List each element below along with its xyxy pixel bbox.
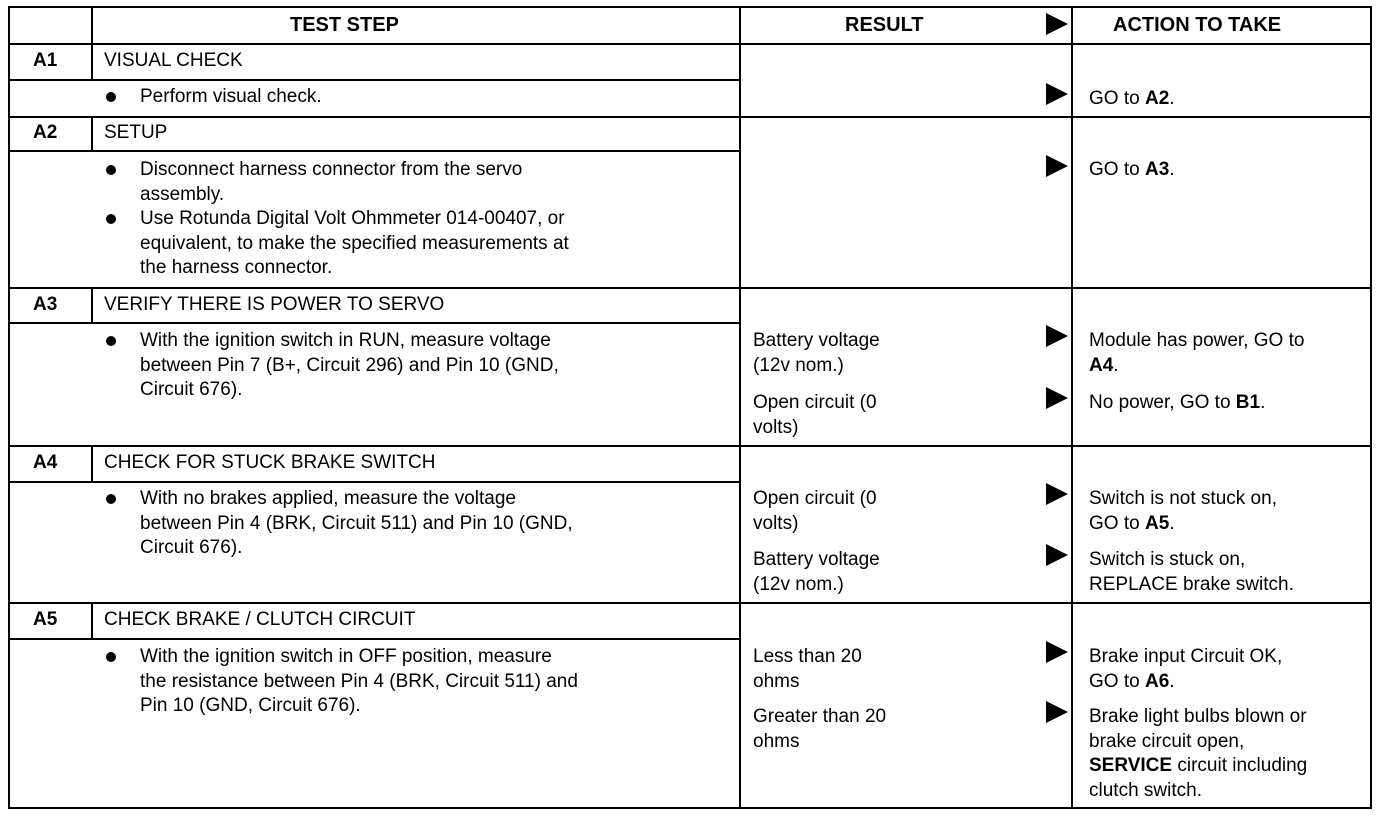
result-text: Battery voltage (12v nom.): [753, 330, 880, 376]
step-title: CHECK FOR STUCK BRAKE SWITCH: [104, 452, 436, 473]
result-text: Battery voltage (12v nom.): [753, 549, 880, 595]
section-separator: [8, 445, 1372, 447]
col-divider-result: [1071, 6, 1073, 809]
bullet-text: Disconnect harness connector from the servo assembly.: [140, 159, 523, 205]
title-underline: [8, 79, 741, 81]
result-arrow-icon: [1046, 483, 1068, 505]
action-text: Switch is not stuck on, GO to A5.: [1089, 488, 1277, 534]
step-title: VERIFY THERE IS POWER TO SERVO: [104, 294, 445, 315]
action-text: GO to A2.: [1089, 88, 1175, 109]
title-underline: [8, 481, 741, 483]
action-text: GO to A3.: [1089, 159, 1175, 180]
step-id: A1: [33, 50, 58, 71]
step-title: VISUAL CHECK: [104, 50, 243, 71]
title-underline: [8, 322, 741, 324]
action-text: No power, GO to B1.: [1089, 392, 1266, 413]
section-separator: [8, 116, 1372, 118]
step-title: SETUP: [104, 122, 168, 143]
bullet-text: With the ignition switch in OFF position, measure the resistance between Pin 4 (BRK, Circuit 511) and Pin 10 (GND, Circuit 676).: [140, 646, 578, 716]
result-arrow-icon: [1046, 325, 1068, 347]
action-text: Module has power, GO to A4.: [1089, 330, 1305, 376]
header-arrow-icon: [1046, 13, 1068, 35]
col-divider-id-a5: [91, 603, 93, 639]
result-text: Greater than 20 ohms: [753, 706, 887, 752]
result-arrow-icon: [1046, 155, 1068, 177]
bullet-text: With the ignition switch in RUN, measure voltage between Pin 7 (B+, Circuit 296) and Pin 10 (GND, Circuit 676).: [140, 330, 559, 400]
bullet-icon: [106, 494, 116, 504]
bullet-text: Perform visual check.: [140, 86, 322, 107]
action-text: Brake input Circuit OK, GO to A6.: [1089, 646, 1283, 692]
header-separator: [8, 43, 1372, 45]
col-divider-id-a3: [91, 288, 93, 323]
bullet-icon: [106, 214, 116, 224]
action-text: Brake light bulbs blown or brake circuit open, SERVICE circuit including clutch switch.: [1089, 706, 1308, 801]
bullet-icon: [106, 336, 116, 346]
step-id: A4: [33, 452, 58, 473]
header-action: ACTION TO TAKE: [1113, 14, 1282, 36]
bullet-icon: [106, 92, 116, 102]
col-divider-id-a1: [91, 44, 93, 80]
result-arrow-icon: [1046, 83, 1068, 105]
bullet-text: With no brakes applied, measure the voltage between Pin 4 (BRK, Circuit 511) and Pin 10 (GND, Circuit 676).: [140, 488, 573, 558]
step-id: A5: [33, 609, 58, 630]
col-divider-id-a2: [91, 117, 93, 151]
step-title: CHECK BRAKE / CLUTCH CIRCUIT: [104, 609, 416, 630]
col-divider-step: [739, 6, 741, 809]
header-result: RESULT: [845, 14, 924, 36]
title-underline: [8, 638, 741, 640]
bullet-icon: [106, 165, 116, 175]
bullet-icon: [106, 652, 116, 662]
result-arrow-icon: [1046, 544, 1068, 566]
result-arrow-icon: [1046, 387, 1068, 409]
result-arrow-icon: [1046, 701, 1068, 723]
result-text: Open circuit (0 volts): [753, 392, 877, 438]
action-text: Switch is stuck on, REPLACE brake switch.: [1089, 549, 1294, 595]
bullet-text: Use Rotunda Digital Volt Ohmmeter 014-00407, or equivalent, to make the specified measurements at the harness connector.: [140, 208, 569, 278]
section-separator: [8, 287, 1372, 289]
result-text: Open circuit (0 volts): [753, 488, 877, 534]
title-underline: [8, 150, 741, 152]
section-separator: [8, 602, 1372, 604]
col-divider-id: [91, 6, 93, 44]
step-id: A2: [33, 122, 58, 143]
header-test-step: TEST STEP: [290, 14, 399, 36]
step-id: A3: [33, 294, 58, 315]
result-text: Less than 20 ohms: [753, 646, 862, 692]
result-arrow-icon: [1046, 641, 1068, 663]
col-divider-id-a4: [91, 446, 93, 482]
